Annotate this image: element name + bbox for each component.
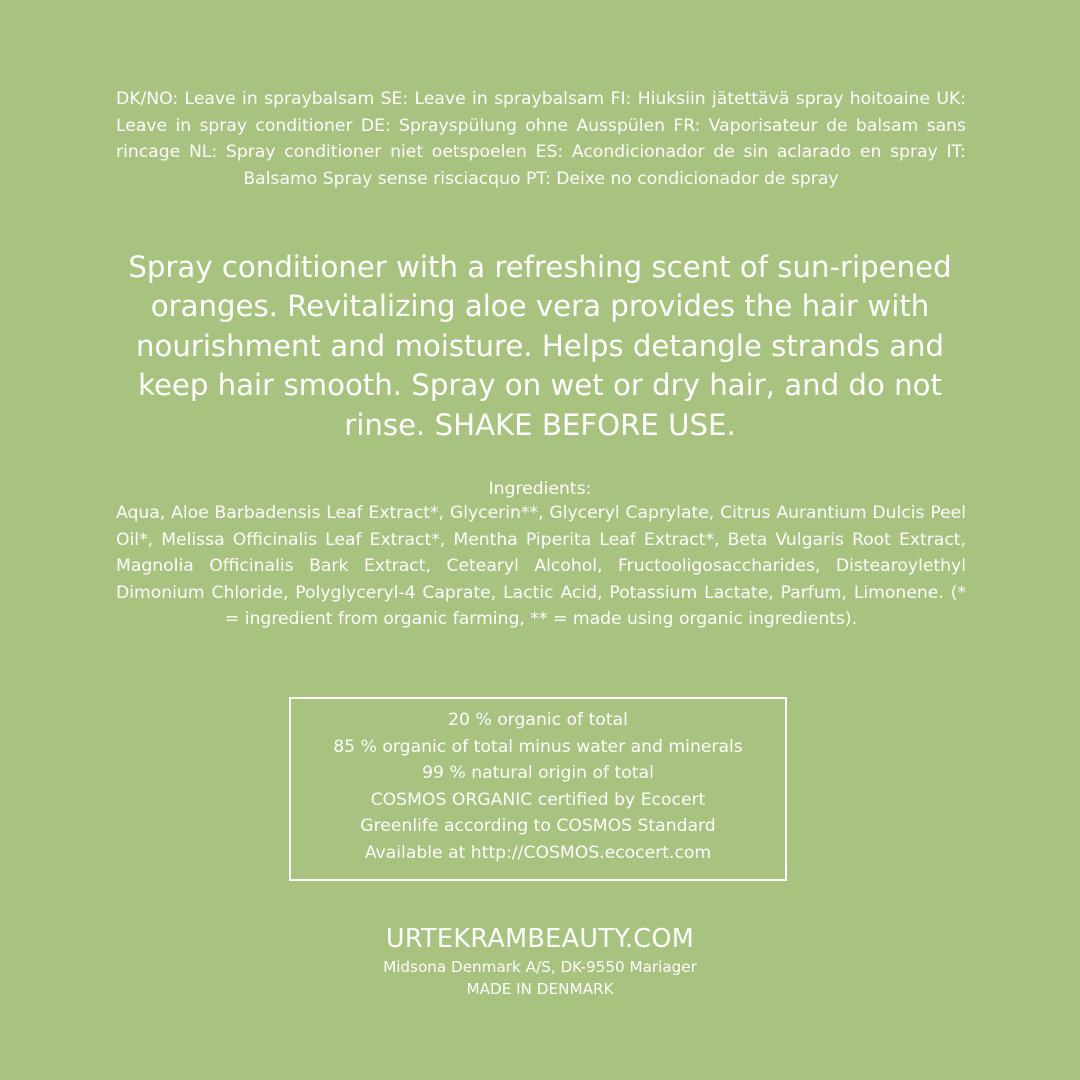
website-link[interactable]: URTEKRAMBEAUTY.COM — [385, 924, 695, 954]
product-description: Spray conditioner with a refreshing scent of sun-ripened oranges. Revitalizing aloe vera provides the hair with nourishment and moisture. Helps detangle strands and keep hair smooth. Spray on wet or dry hair, and do not rinse. SHAKE BEFORE USE. — [128, 250, 952, 442]
company-address: Midsona Denmark A/S, DK-9550 Mariager — [383, 958, 697, 976]
translation-nl: NL: Spray conditioner niet oetspoelen — [188, 142, 527, 163]
translation-se: SE: Leave in spraybalsam — [380, 89, 605, 109]
cert-natural-origin: 99 % natural origin of total — [422, 763, 654, 784]
certification-box — [289, 697, 787, 881]
footer — [0, 922, 1080, 1000]
translation-fr: FR: Vaporisateur de balsam sans rincage — [116, 115, 966, 163]
ingredients-list: Aqua, Aloe Barbadensis Leaf Extract*, Glycerin**, Glyceryl Caprylate, Citrus Aurantium Dulcis Peel Oil*, Melissa Officinalis Leaf Extract*, Mentha Piperita Leaf Extract*, Beta Vulgaris Root Extract, Magnolia Officinalis Bark Extract, Cetearyl Alcohol, Fructooligosaccharides, Distearoylethyl Dimonium Chloride, Polyglyceryl-4 Caprate, Lactic Acid, Potassium Lactate, Parfum, Limonene. (* = ingredient from organic farming, ** = made using organic ingredients). — [116, 503, 966, 630]
cert-organic-total: 20 % organic of total — [448, 710, 628, 730]
made-in-label: MADE IN DENMARK — [466, 980, 614, 998]
translation-pt: PT: Deixe no condicionador de spray — [525, 168, 839, 189]
translation-es: ES: Acondicionador de sin aclarado en spray — [535, 142, 938, 163]
translation-de: DE: Sprayspülung ohne Ausspülen — [360, 115, 666, 136]
translation-dk-no: DK/NO: Leave in spraybalsam — [116, 89, 375, 109]
translation-uk: UK: Leave in spray conditioner — [116, 89, 967, 136]
cert-organic-minus-water: 85 % organic of total minus water and minerals — [333, 736, 743, 757]
ingredients-heading: Ingredients: — [488, 479, 592, 499]
cert-cosmos-organic: COSMOS ORGANIC certified by Ecocert — [370, 789, 706, 810]
cert-availability: Available at http://COSMOS.ecocert.com — [364, 842, 712, 863]
translation-it: IT: Balsamo Spray sense risciacquo — [243, 142, 967, 189]
cert-greenlife: Greenlife according to COSMOS Standard — [360, 816, 716, 837]
translation-fi: FI: Hiuksiin jätettävä spray hoitoaine — [610, 89, 930, 109]
product-name-translations — [116, 86, 966, 192]
